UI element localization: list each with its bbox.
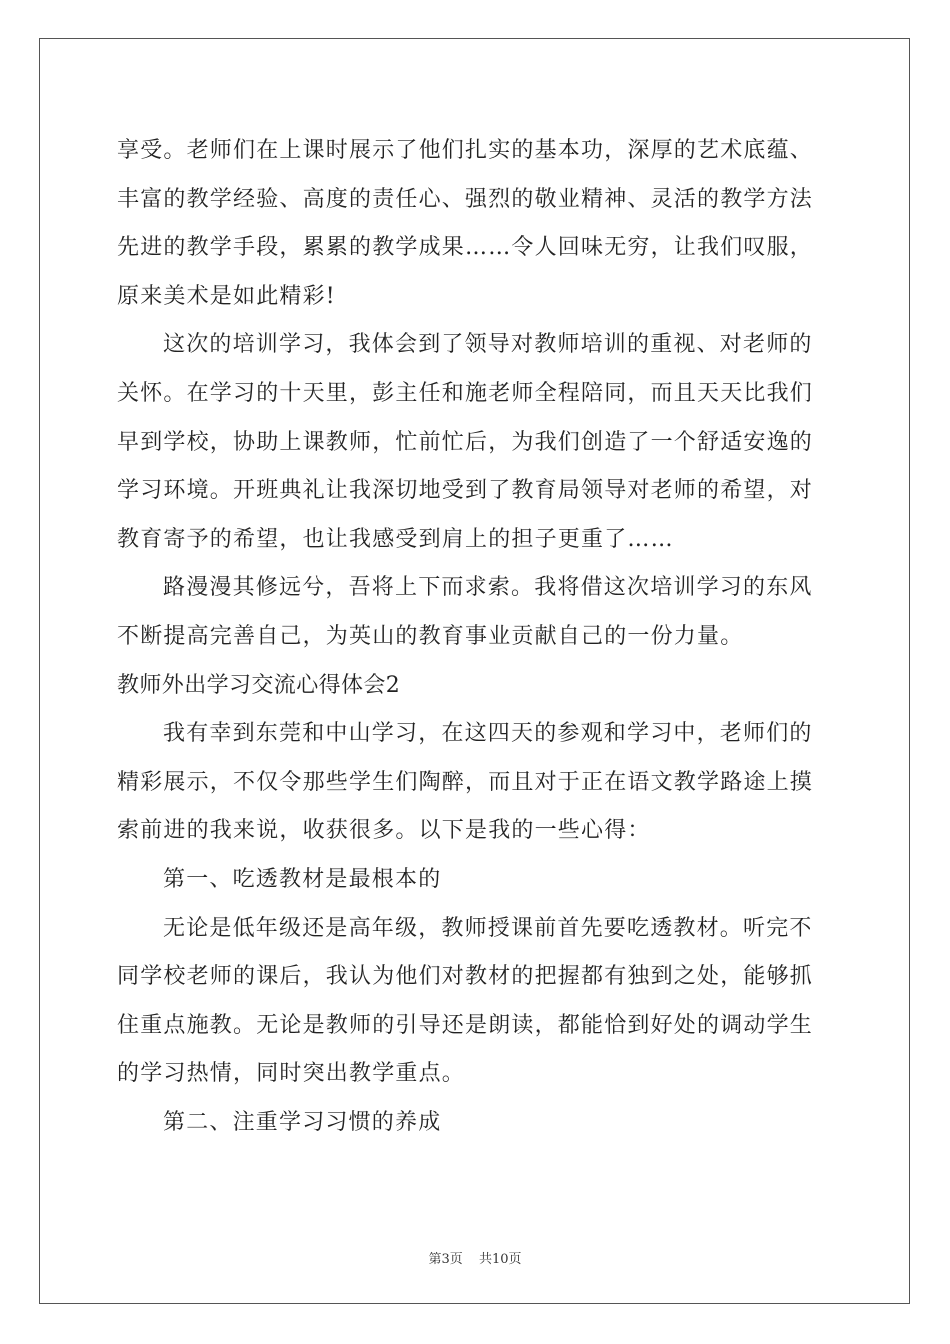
paragraph-start-line: 我有幸到东莞和中山学习，在这四天的参观和学习中，老师们的 — [163, 721, 813, 747]
text-line: 学习环境。开班典礼让我深切地受到了教育局领导对老师的希望，对 — [117, 478, 814, 504]
subheading-line: 第二、注重学习习惯的养成 — [163, 1109, 442, 1135]
subheading-line: 第一、吃透教材是最根本的 — [163, 866, 442, 892]
text-line: 享受。老师们在上课时展示了他们扎实的基本功，深厚的艺术底蕴、 — [117, 138, 814, 163]
text-line: 住重点施教。无论是教师的引导还是朗读，都能恰到好处的调动学生 — [117, 1012, 814, 1038]
text-line: 先进的教学手段，累累的教学成果……令人回味无穷，让我们叹服， — [117, 235, 814, 261]
document-body — [117, 127, 833, 1147]
paragraph-start-line: 这次的培训学习，我体会到了领导对教师培训的重视、对老师的 — [163, 332, 813, 358]
paragraph-start-line: 路漫漫其修远兮，吾将上下而求索。我将借这次培训学习的东风 — [163, 575, 813, 601]
text-line: 的学习热情，同时突出教学重点。 — [117, 1061, 466, 1087]
text-line: 精彩展示，不仅令那些学生们陶醉，而且对于正在语文教学路途上摸 — [117, 769, 814, 795]
section-heading: 教师外出学习交流心得体会2 — [117, 672, 401, 698]
page-footer — [0, 1248, 950, 1267]
paragraph-start-line: 无论是低年级还是高年级，教师授课前首先要吃透教材。听完不 — [163, 915, 813, 941]
text-line: 索前进的我来说，收获很多。以下是我的一些心得： — [117, 818, 651, 844]
page-number: 第3页 — [428, 1252, 463, 1267]
text-line: 早到学校，协助上课教师，忙前忙后，为我们创造了一个舒适安逸的 — [117, 429, 814, 455]
text-line: 同学校老师的课后，我认为他们对教材的把握都有独到之处，能够抓 — [117, 964, 814, 990]
text-line: 原来美术是如此精彩! — [117, 283, 336, 309]
page-total: 共10页 — [478, 1252, 522, 1267]
text-line: 教育寄予的希望，也让我感受到肩上的担子更重了…… — [117, 526, 674, 552]
text-line: 关怀。在学习的十天里，彭主任和施老师全程陪同，而且天天比我们 — [117, 380, 814, 406]
text-line: 不断提高完善自己，为英山的教育事业贡献自己的一份力量。 — [117, 623, 744, 649]
text-line: 丰富的教学经验、高度的责任心、强烈的敬业精神、灵活的教学方法 — [117, 186, 814, 212]
